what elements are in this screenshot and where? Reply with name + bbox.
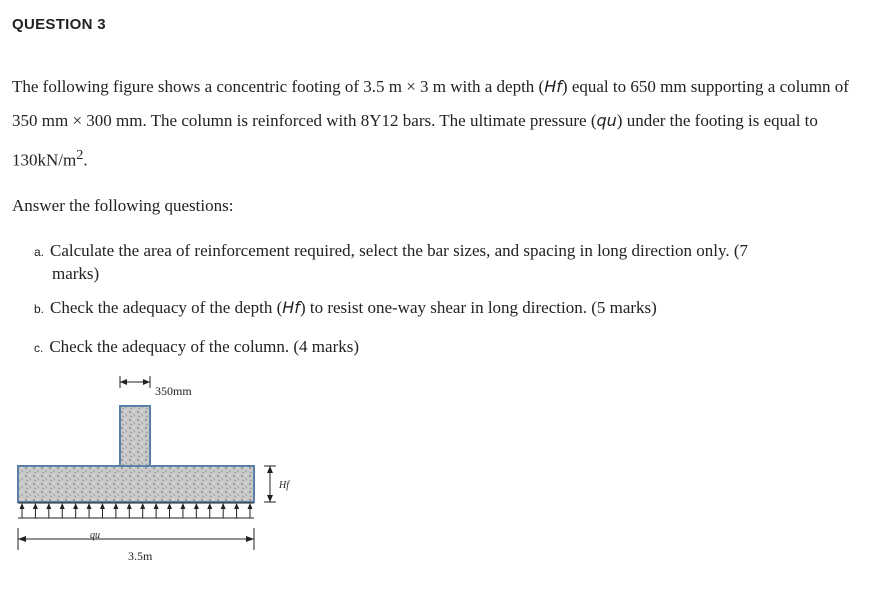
pressure-arrow-head: [234, 503, 239, 509]
depth-arrow-top: [267, 466, 273, 473]
intro-text-1: The following figure shows a concentric footing of 3.5 m × 3 m with a depth (: [12, 77, 545, 96]
pressure-arrow-head: [60, 503, 65, 509]
column: [120, 406, 150, 466]
question-a: [34, 240, 874, 285]
question-b: [34, 298, 657, 318]
pressure-arrow-head: [100, 503, 105, 509]
footing-dim-arrow-right: [246, 536, 254, 542]
pressure-arrow-head: [248, 503, 253, 509]
question-c-text: Check the adequacy of the column. (4 marks): [49, 337, 360, 356]
column-dim-arrow-right: [143, 379, 150, 385]
depth-label: Hf: [279, 480, 289, 491]
question-b-text-2: ) to resist one-way shear in long direction. (5 marks): [299, 298, 657, 317]
pressure-arrow-head: [33, 503, 38, 509]
pressure-arrow-head: [194, 503, 199, 509]
pressure-arrow-head: [127, 503, 132, 509]
pressure-arrow-head: [46, 503, 51, 509]
pressure-arrow-head: [154, 503, 159, 509]
footing: [18, 466, 254, 502]
footing-dim-arrow-left: [18, 536, 26, 542]
answer-prompt: Answer the following questions:: [12, 196, 234, 215]
question-b-label: b.: [34, 302, 45, 316]
hf-symbol-b: Hf: [282, 298, 300, 317]
intro-text-3: ) under the footing is equal to 130kN/m: [12, 111, 818, 170]
question-b-text-1: Check the adequacy of the depth (: [50, 298, 283, 317]
intro-text-2: ) equal to 650 mm supporting a column of 350 mm × 300 mm. The column is reinforced with 8Y12 bars. The ultimate pressure (: [12, 77, 849, 130]
pressure-arrow-head: [113, 503, 118, 509]
question-c-label: c.: [34, 341, 44, 355]
superscript-2: 2: [76, 147, 84, 163]
pressure-arrow-head: [221, 503, 226, 509]
depth-arrow-bottom: [267, 495, 273, 502]
pressure-arrow-head: [207, 503, 212, 509]
question-a-text-cont: marks): [52, 264, 100, 283]
pressure-arrows: [20, 503, 253, 518]
pressure-arrow-head: [140, 503, 145, 509]
pressure-arrow-head: [180, 503, 185, 509]
footing-figure: [0, 370, 320, 580]
pressure-arrow-head: [73, 503, 78, 509]
pressure-label: qu: [90, 530, 100, 541]
intro-text-4: .: [83, 150, 88, 170]
column-width-label: 350mm: [155, 384, 192, 398]
pressure-arrow-head: [20, 503, 25, 509]
pressure-arrow-head: [167, 503, 172, 509]
column-dim-arrow-left: [120, 379, 127, 385]
qu-symbol: qu: [596, 111, 617, 130]
question-heading: QUESTION 3: [12, 16, 106, 33]
hf-symbol: Hf: [544, 77, 562, 96]
footing-width-label: 3.5m: [128, 549, 153, 563]
question-a-label: a.: [34, 245, 45, 259]
question-intro: [12, 70, 872, 178]
question-a-text: Calculate the area of reinforcement required, select the bar sizes, and spacing in long direction only. (7: [50, 241, 748, 260]
pressure-arrow-head: [87, 503, 92, 509]
question-c: [34, 337, 359, 357]
